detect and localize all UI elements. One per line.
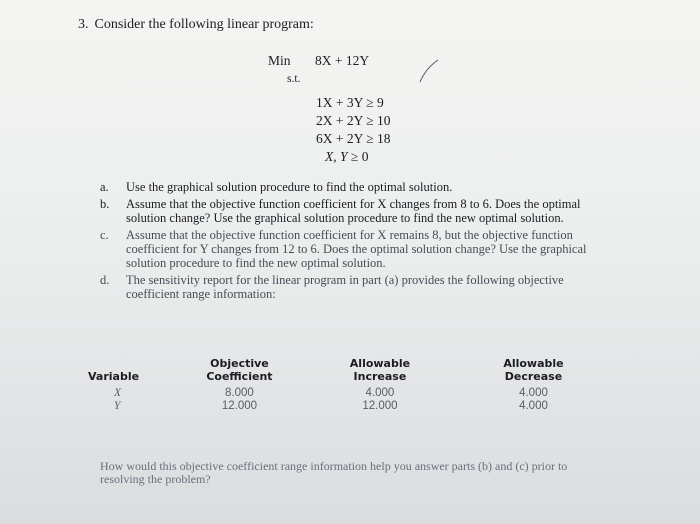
constraint-1-rhs: 9 [377, 95, 384, 110]
nonneg-rel: ≥ [350, 149, 359, 164]
cell-objective-coefficient: 8.000 [225, 387, 254, 399]
constraint-1 [316, 95, 384, 111]
cell-allowable-decrease: 4.000 [519, 387, 548, 399]
problem-number: 3. [78, 17, 89, 32]
constraint-3 [316, 131, 391, 147]
cell-allowable-increase: 12.000 [362, 400, 398, 412]
part-d-text: The sensitivity report for the linear program in part (a) provides the following objective coefficient range information: [126, 273, 564, 301]
constraint-2 [316, 113, 391, 129]
part-a [100, 180, 600, 194]
cell-variable: Y [114, 400, 121, 412]
cell-objective-coefficient: 12.000 [221, 400, 258, 412]
part-c [100, 228, 600, 270]
constraint-2-lhs: 2X + 2Y [316, 113, 363, 128]
constraint-2-rel: ≥ [366, 113, 374, 128]
cell-variable: X [114, 387, 122, 399]
problem-heading [78, 17, 314, 33]
cell-allowable-increase: 4.000 [365, 387, 395, 399]
constraint-3-rhs: 18 [377, 131, 391, 146]
constraint-1-rel: ≥ [366, 95, 374, 110]
nonneg-rhs: 0 [361, 149, 369, 164]
cell-allowable-decrease: 4.000 [519, 400, 548, 412]
sensitivity-table [88, 357, 608, 413]
part-c-text: Assume that the objective function coefficient for X remains 8, but the objective function coefficient for Y changes from 12 to 6. Does the optimal solution change? Use the graphical solution procedure to find the new optimal solution. [126, 228, 587, 270]
objective-expression: 8X + 12Y [315, 53, 370, 68]
table-row [88, 400, 608, 413]
part-c-label: c. [100, 228, 109, 242]
constraint-3-lhs: 6X + 2Y [316, 131, 363, 146]
part-b-text: Assume that the objective function coefficient for X changes from 8 to 6. Does the optimal solution change? Use the graphical solution procedure to find the new optimal solution. [126, 197, 581, 225]
part-a-text: Use the graphical solution procedure to find the optimal solution. [126, 180, 453, 194]
problem-heading-text: Consider the following linear program: [94, 17, 314, 32]
constraint-nonneg [325, 149, 368, 165]
objective-label: Min [268, 53, 291, 68]
constraint-1-lhs: 1X + 3Y [316, 95, 363, 110]
pen-check-mark [418, 58, 440, 86]
constraint-2-rhs: 10 [377, 113, 391, 128]
part-b-label: b. [100, 197, 110, 211]
header-objective-coefficient: Objective Coefficient [206, 357, 273, 383]
header-variable: Variable [88, 370, 140, 383]
follow-up-question: How would this objective coefficient range information help you answer parts (b) and (c) prior to resolving the problem? [100, 459, 568, 486]
part-a-label: a. [100, 180, 109, 194]
constraint-3-rel: ≥ [366, 131, 374, 146]
question-parts [100, 180, 600, 304]
nonneg-lhs: X, Y [325, 149, 348, 164]
part-b [100, 197, 600, 225]
table-header-row [88, 357, 608, 387]
part-d [100, 273, 600, 301]
header-allowable-decrease: Allowable Decrease [503, 357, 564, 383]
part-d-label: d. [100, 273, 110, 287]
table-row [88, 387, 608, 400]
header-allowable-increase: Allowable Increase [349, 357, 411, 383]
subject-to-label: s.t. [287, 73, 301, 85]
